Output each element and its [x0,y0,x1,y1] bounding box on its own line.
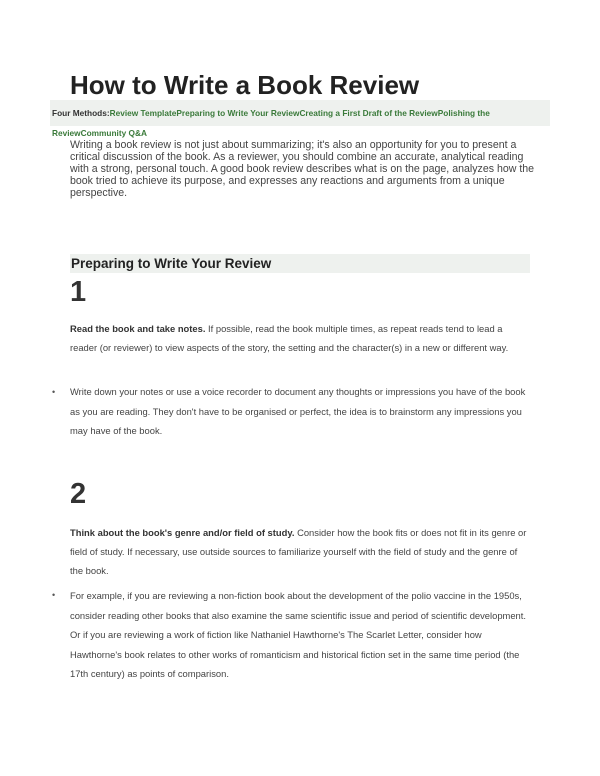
step-bullet: Write down your notes or use a voice recorder to document any thoughts or impressions you have of the book as you are reading. They don't have to be organised or perfect, the idea is to brainstorm any impressions you may have of the book. [70,386,526,436]
method-link-community-qa[interactable]: Community Q&A [80,128,147,138]
article-title: How to Write a Book Review [70,70,420,100]
method-link-polishing-cont[interactable]: Review [52,128,81,138]
step-number: 2 [70,478,87,510]
methods-label: Four Methods: [52,108,110,118]
step-number: 1 [70,276,87,308]
method-link-review-template[interactable]: Review Template [109,108,177,118]
step-lead: Think about the book's genre and/or field of study. [70,527,295,538]
step-paragraph [70,523,530,580]
intro-paragraph: Writing a book review is not just about summarizing; it's also an opportunity for you to present a critical discussion of the book. As a reviewer, you should combine an accurate, analytical reading with a strong, personal touch. A good book review describes what is on the page, analyzes how the book tried to achieve its purpose, and expresses any reactions and arguments from a unique perspective. [70,139,535,199]
methods-nav-continued [52,128,552,139]
step-text: Consider how the book fits or does not fit in its genre or field of study. If necessary, use outside sources to familiarize yourself with the field of study and the genre of the book. [70,527,527,576]
bullet-icon: • [52,590,56,600]
method-link-polishing[interactable]: Polishing the [437,108,490,118]
methods-nav [52,108,552,119]
step-paragraph [70,319,530,357]
method-link-first-draft[interactable]: Creating a First Draft of the Review [299,108,438,118]
section-title: Preparing to Write Your Review [71,256,272,271]
step-lead: Read the book and take notes. [70,323,206,334]
method-link-preparing[interactable]: Preparing to Write Your Review [176,108,300,118]
bullet-icon: • [52,387,56,397]
step-text: If possible, read the book multiple times, as repeat reads tend to lead a reader (or reviewer) to view aspects of the story, the setting and the character(s) in a new or different way. [70,323,509,353]
step-bullet: For example, if you are reviewing a non-fiction book about the development of the polio vaccine in the 1950s, consider reading other books that also examine the same scientific issue and period of scientific development. Or if you are reviewing a work of fiction like Nathaniel Hawthorne's The Scarlet Letter, consider how Hawthorne's book relates to other works of romanticism and historical fiction set in the same time period (the 17th century) as points of comparison. [70,590,526,679]
